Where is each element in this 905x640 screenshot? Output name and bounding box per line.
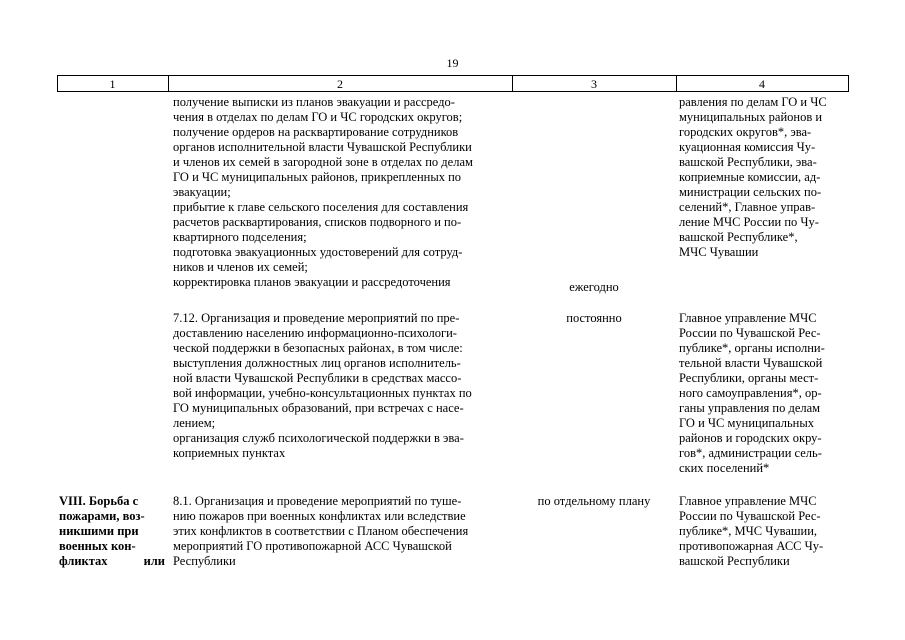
table-header-bottom-rule: [57, 91, 849, 92]
block3-deadline: по отдельному плану: [537, 494, 651, 508]
column-header-2: 2: [337, 77, 343, 91]
block2-responsible-text: Главное управление МЧС России по Чувашской Рес- публике*, органы исполни- тельной власти Чувашской Республики, органы мест- ного самоуправления*, ор- ганы управления по делам ГО и ЧС муниципальных районов и городских окру- гов*, администрации сель- ских поселений*: [679, 311, 825, 475]
section-viii-title: VIII. Борьба с пожарами, воз- никшими при военных кон- фликтах или: [59, 494, 165, 568]
block2-deadline: постоянно: [566, 311, 622, 325]
block2-measures-text: 7.12. Организация и проведение мероприятий по пре- доставлению населению информационно-психологи- ческой поддержки в безопасных районах, в том числе: выступления должностных лиц органов исполнитель- ной власти Чувашской Республики в средствах массо- вой информации, учебно-консультационных пунктах по ГО муниципальных образований, при встречах с насе- лением; организация служб психологической поддержки в эва- коприемных пунктах: [173, 311, 472, 460]
block3-responsible-text: Главное управление МЧС России по Чувашской Рес- публике*, МЧС Чувашии, противопожарная АСС Чу- вашской Республики: [679, 494, 824, 568]
page-number: 19: [446, 56, 459, 70]
block1-responsible-text: равления по делам ГО и ЧС муниципальных районов и городских округов*, эва- куационная комиссия Чу- вашской Республики, эва- коприемные комиссии, ад- министрации сельских по- селений*, Главное управ- ление МЧС России по Чу- вашской Республике*, МЧС Чувашии: [679, 95, 827, 259]
table-header-top-rule: [57, 75, 849, 76]
column-header-3: 3: [591, 77, 597, 91]
table-border-right: [848, 76, 849, 91]
block1-measures-text: получение выписки из планов эвакуации и рассредо- чения в отделах по делам ГО и ЧС городских округов; получение ордеров на расквартирование сотрудников органов исполнительной власти Чувашской Республики и членов их семей в загородной зоне в отделах по делам ГО и ЧС муниципальных районов, прикрепленных по эвакуации; прибытие к главе сельского поселения для составления расчетов расквартирования, списков подворного и по- квартирного подселения; подготовка эвакуационных удостоверений для сотруд- ников и членов их семей; корректировка планов эвакуации и рассредоточения: [173, 95, 473, 289]
column-header-4: 4: [759, 77, 765, 91]
column-header-1: 1: [109, 77, 116, 91]
block1-deadline: ежегодно: [569, 280, 619, 294]
block3-measures-text: 8.1. Организация и проведение мероприятий по туше- нию пожаров при военных конфликтах или вследствие этих конфликтов в соответствии с Планом обеспечения мероприятий ГО противопожарной АСС Чувашской Республики: [173, 494, 469, 568]
